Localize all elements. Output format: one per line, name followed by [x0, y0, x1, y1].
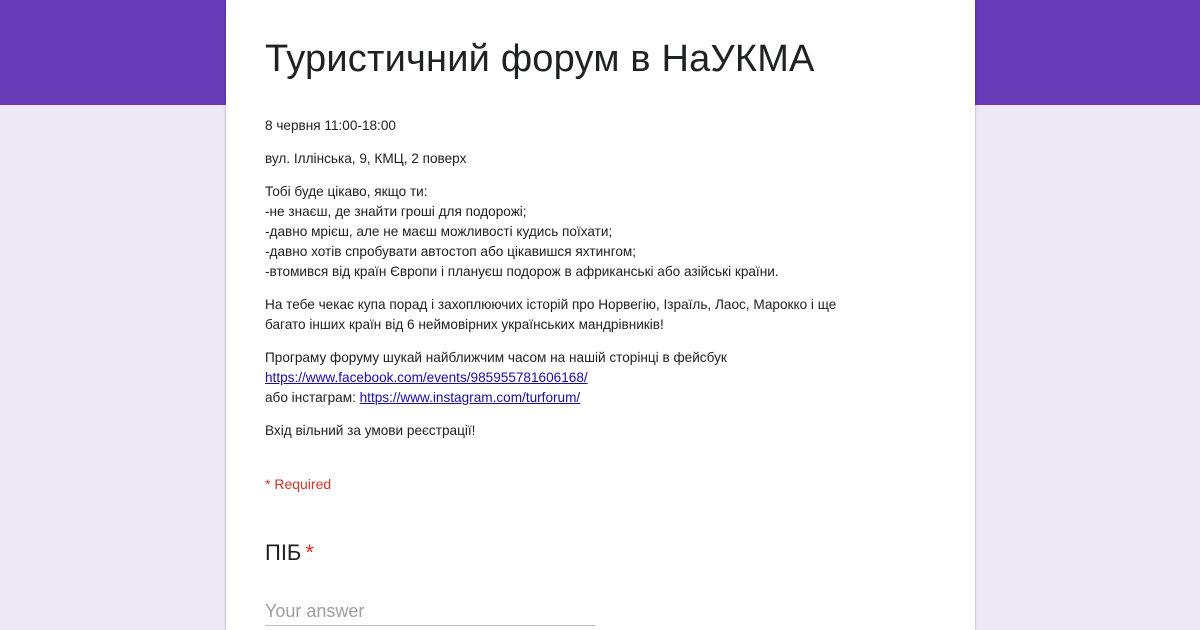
form-description — [265, 116, 945, 454]
stories-line: багато інших країн від 6 неймовірних українських мандрівників! — [265, 317, 664, 332]
stories-line: На тебе чекає купа порад і захоплюючих історій про Норвегію, Ізраїль, Лаос, Марокко і ще — [265, 297, 837, 312]
program-info — [265, 348, 945, 408]
free-entry-text: Вхід вільний за умови реєстрації! — [265, 423, 476, 438]
form-card — [226, 0, 975, 630]
event-date: 8 червня 11:00-18:00 — [265, 118, 396, 133]
instagram-line — [265, 388, 945, 408]
stories-text — [265, 295, 945, 335]
form-title: Туристичний форум в НаУКМА — [265, 38, 815, 80]
instagram-prefix: або інстаграм: — [265, 390, 360, 405]
interest-line: -не знаєш, де знайти гроші для подорожі; — [265, 204, 527, 219]
facebook-link[interactable]: https://www.facebook.com/events/985955781606168/ — [265, 370, 588, 385]
required-note: * Required — [265, 476, 332, 492]
interest-list — [265, 182, 945, 282]
instagram-link[interactable]: https://www.instagram.com/turforum/ — [359, 390, 581, 405]
question-pib-label — [265, 540, 314, 566]
interest-line: -втомився від країн Європи і плануєш подорож в африканські або азійські країни. — [265, 264, 779, 279]
interest-line: -давно мрієш, але не маєш можливості кудись поїхати; — [265, 224, 613, 239]
question-label: ПІБ — [265, 540, 302, 565]
program-text: Програму форуму шукай найближчим часом на нашій сторінці в фейсбук — [265, 350, 727, 365]
interest-line: -давно хотів спробувати автостоп або цікавишся яхтингом; — [265, 244, 637, 259]
pib-answer-input[interactable] — [265, 597, 595, 626]
required-asterisk: * — [305, 540, 314, 565]
interest-line: Тобі буде цікаво, якщо ти: — [265, 184, 428, 199]
event-address: вул. Іллінська, 9, КМЦ, 2 поверх — [265, 151, 467, 166]
facebook-line — [265, 368, 945, 388]
